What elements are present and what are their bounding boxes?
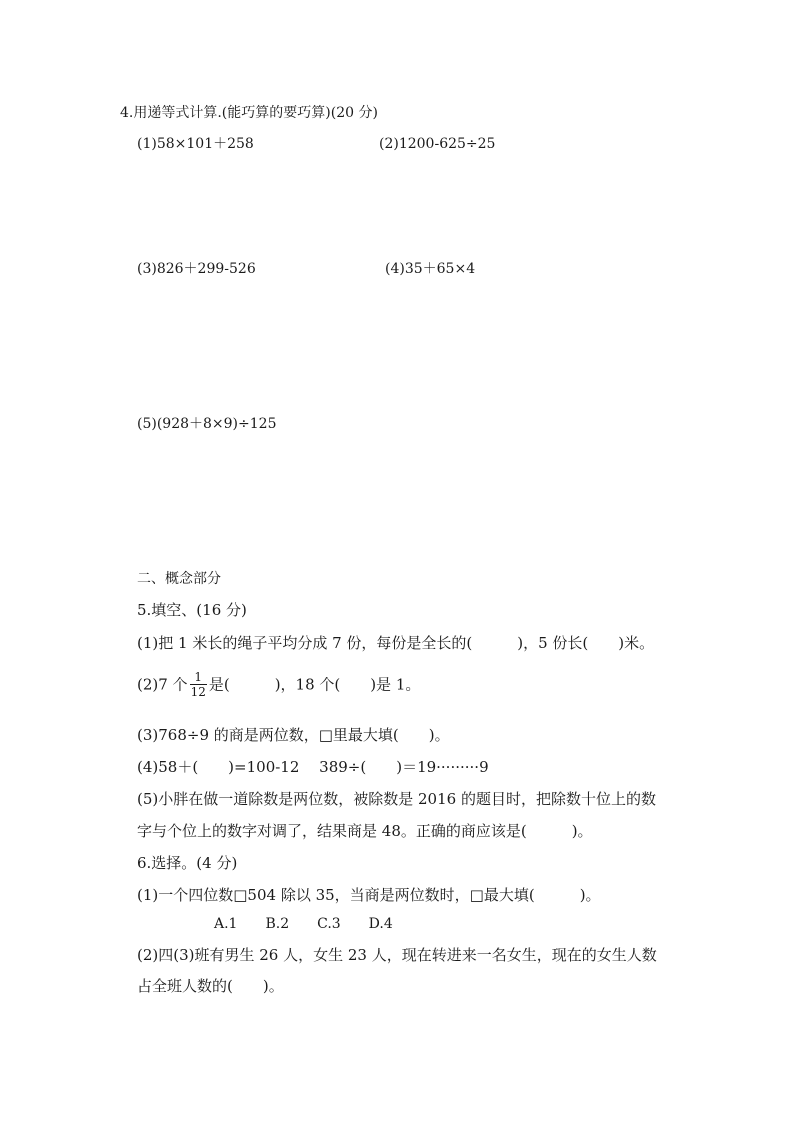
question-6-item-1-options: A.1 B.2 C.3 D.4 (214, 916, 393, 932)
section-heading: 二、概念部分 (137, 571, 221, 587)
question-5-item-5-line-2: 字与个位上的数字对调了，结果商是 48。正确的商应该是( )。 (137, 822, 593, 840)
question-4-problem-2: (2)1200-625÷25 (379, 136, 496, 152)
question-4-problem-5: (5)(928＋8×9)÷125 (137, 416, 277, 432)
question-6-item-1: (1)一个四位数□504 除以 35，当商是两位数时，□最大填( )。 (137, 886, 601, 904)
question-4-problem-1: (1)58×101＋258 (137, 136, 254, 152)
fraction-denominator: 12 (190, 685, 206, 699)
question-6-item-2-line-1: (2)四(3)班有男生 26 人，女生 23 人，现在转进来一名女生，现在的女生人数 (137, 946, 657, 964)
question-6-item-2-line-2: 占全班人数的( )。 (137, 977, 284, 995)
question-4-problem-3: (3)826＋299-526 (137, 261, 256, 277)
question-5-title: 5.填空、(16 分) (137, 601, 247, 619)
question-5-item-5-line-1: (5)小胖在做一道除数是两位数，被除数是 2016 的题目时，把除数十位上的数 (137, 790, 656, 808)
question-5-item-1: (1)把 1 米长的绳子平均分成 7 份，每份是全长的( )，5 份长( )米。 (137, 634, 655, 652)
fraction (190, 670, 207, 699)
fraction-numerator: 1 (190, 670, 207, 685)
question-5-item-2-suffix: 是( )，18 个( )是 1。 (208, 675, 421, 694)
question-6-title: 6.选择。(4 分) (137, 854, 238, 872)
question-4-title: 4.用递等式计算.(能巧算的要巧算)(20 分) (120, 105, 378, 121)
question-4-problem-4: (4)35＋65×4 (385, 261, 476, 277)
question-5-item-2 (137, 671, 420, 700)
question-5-item-4: (4)58＋( )=100-12 389÷( )＝19·········9 (137, 758, 489, 776)
question-5-item-2-prefix: (2)7 个 (137, 675, 188, 694)
question-5-item-3: (3)768÷9 的商是两位数，□里最大填( )。 (137, 726, 450, 744)
